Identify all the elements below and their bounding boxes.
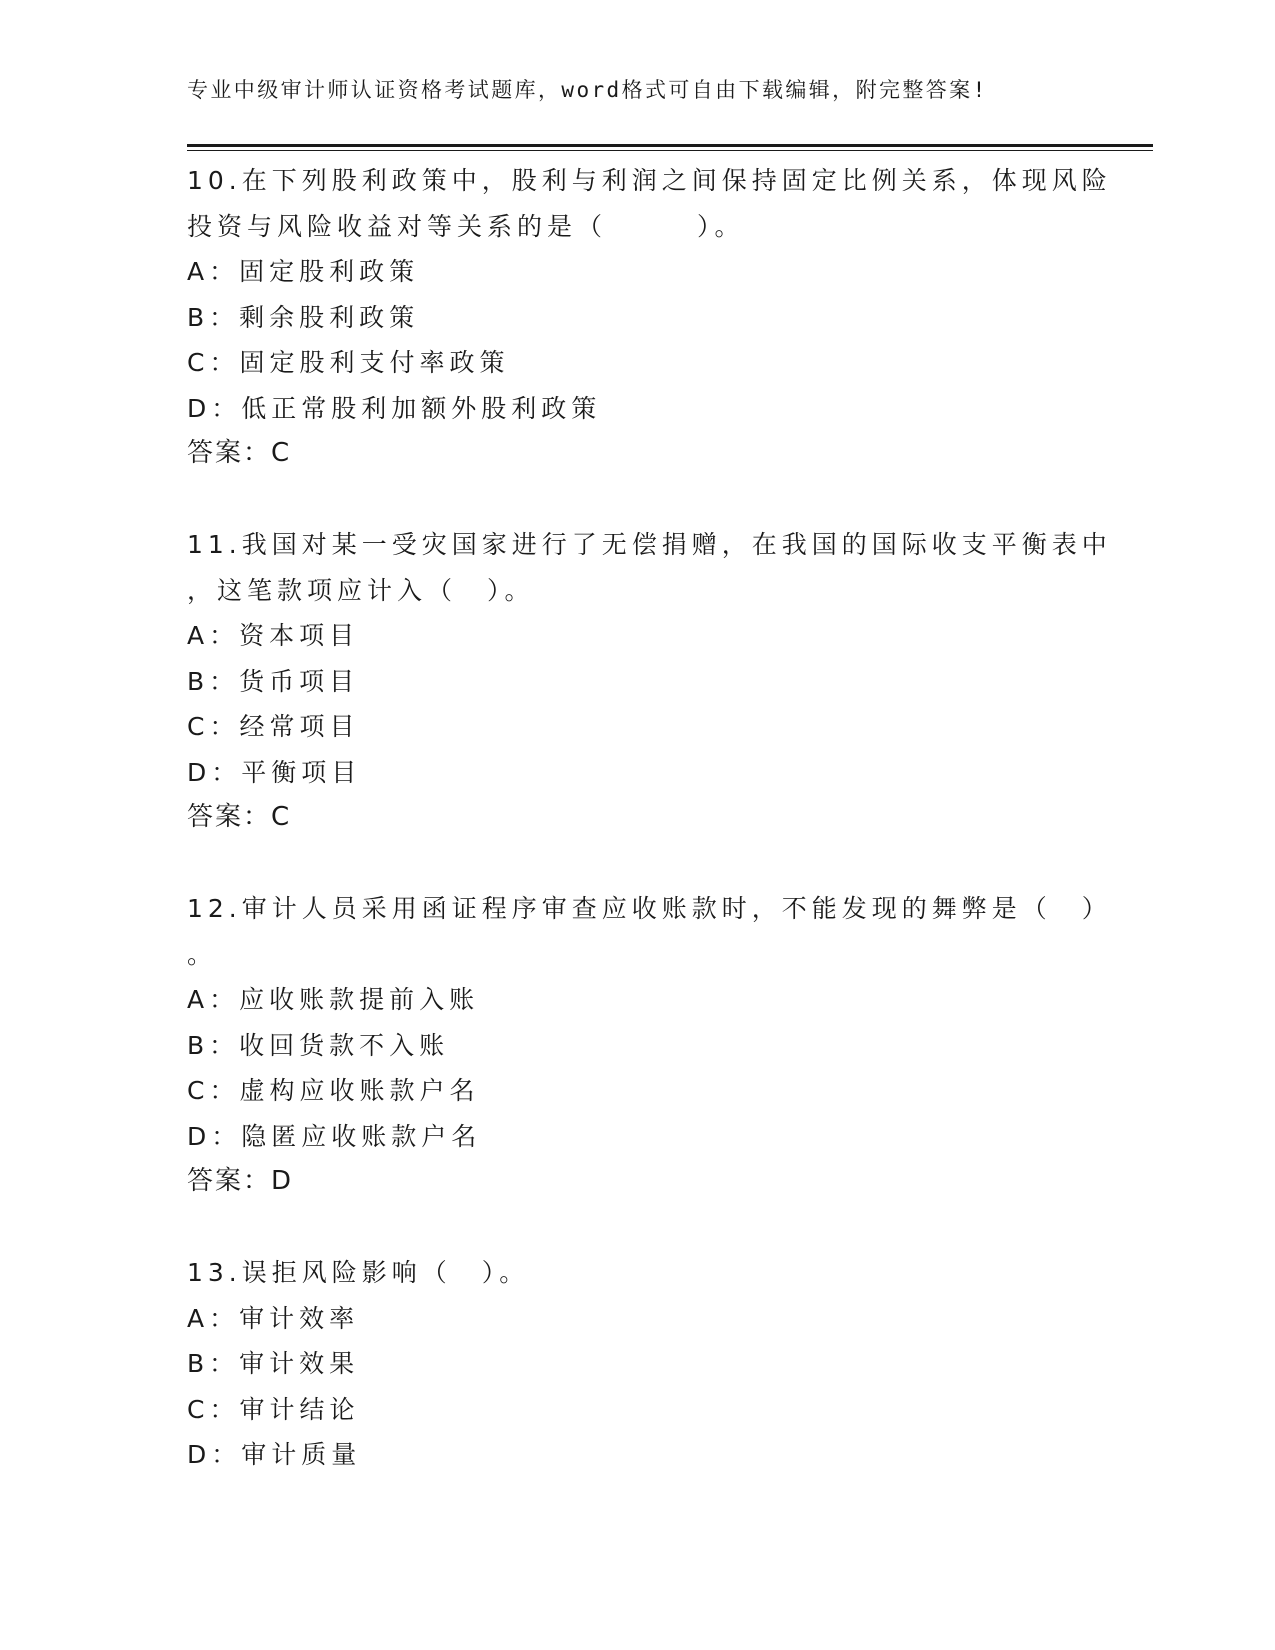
question-spacer (187, 1205, 1087, 1251)
question-spacer (187, 841, 1087, 887)
option-c: C：固定股利支付率政策 (187, 348, 510, 377)
question-spacer (187, 477, 1087, 523)
option-b: B：审计效果 (187, 1349, 360, 1378)
option-c: C：经常项目 (187, 712, 360, 741)
page-header: 专业中级审计师认证资格考试题库，word格式可自由下载编辑，附完整答案! (187, 78, 988, 102)
question-stem-line: 投资与风险收益对等关系的是（ ）。 (187, 211, 745, 241)
option-d: D：审计质量 (187, 1440, 362, 1469)
question-list (187, 158, 1112, 1478)
option-b: B：货币项目 (187, 666, 360, 696)
option-d: D：隐匿应收账款户名 (187, 1121, 482, 1151)
option-d: D：低正常股利加额外股利政策 (187, 393, 602, 423)
question-stem-line: 。 (187, 939, 218, 969)
option-d: D：平衡项目 (187, 757, 362, 787)
question-11 (187, 522, 1112, 841)
question-10 (187, 158, 1112, 477)
option-a: A：资本项目 (187, 621, 360, 650)
question-stem-line: 10.在下列股利政策中，股利与利润之间保持固定比例关系，体现风险 (187, 166, 1112, 195)
option-c: C：虚构应收账款户名 (187, 1076, 480, 1105)
option-b: B：收回货款不入账 (187, 1030, 450, 1060)
option-a: A：固定股利政策 (187, 257, 420, 286)
option-a: A：应收账款提前入账 (187, 985, 480, 1014)
option-c: C：审计结论 (187, 1394, 360, 1424)
question-13 (187, 1250, 1087, 1478)
question-stem-line: 11.我国对某一受灾国家进行了无偿捐赠，在我国的国际收支平衡表中 (187, 530, 1112, 559)
answer-line: 答案：C (187, 802, 292, 832)
header-rule-thick (187, 144, 1153, 147)
question-stem-line: 13.误拒风险影响（ ）。 (187, 1258, 530, 1287)
option-b: B：剩余股利政策 (187, 302, 420, 332)
question-stem-line: 12.审计人员采用函证程序审查应收账款时，不能发现的舞弊是（ ） (187, 894, 1112, 923)
option-a: A：审计效率 (187, 1303, 360, 1333)
answer-line: 答案：D (187, 1166, 294, 1196)
answer-line: 答案：C (187, 438, 292, 468)
header-rule-thin (187, 150, 1153, 151)
question-12 (187, 886, 1112, 1205)
question-stem-line: ，这笔款项应计入（ ）。 (187, 575, 535, 605)
